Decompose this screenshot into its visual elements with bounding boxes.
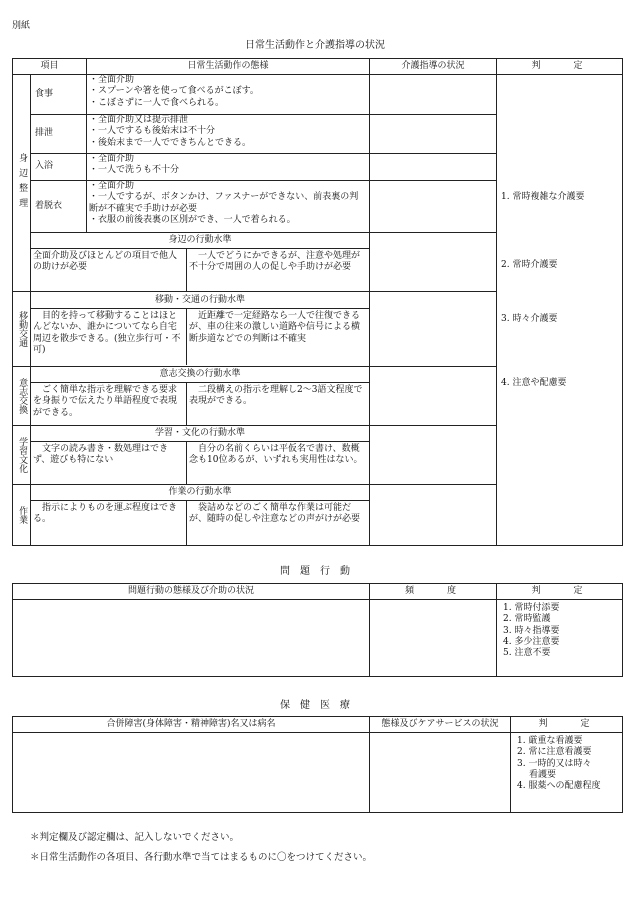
- problem-judgement-2: 2. 常時監護: [503, 614, 551, 625]
- problem-behavior-table: [12, 583, 623, 677]
- mobility-right: 近距離で一定経路なら一人で往復できるが、車の往来の激しい道路や信号による横断歩道などでの判断は不確実: [189, 311, 361, 344]
- problem-judgement-3: 3. 時々指導要: [503, 625, 560, 636]
- health-disease-cell: [13, 733, 370, 813]
- body-level-block: [31, 233, 370, 292]
- note-2: ＊日常生活動作の各項目、各行動水準で当てはまるものに〇をつけてください。: [30, 852, 373, 863]
- work-title: 作業の行動水準: [31, 485, 369, 501]
- bath-options: ・全面介助 ・一人で洗うも不十分: [87, 154, 370, 181]
- communication-block: [31, 367, 370, 426]
- learning-left: 文字の読み書き・数処理はできず、遊びも特にない: [31, 442, 187, 484]
- communication-left: ごく簡単な指示を理解できる要求を身振りで伝えたり単語程度で表現ができる。: [31, 383, 187, 425]
- body-level-left: 全面介助及びほとんどの項目で他人の助けが必要: [31, 249, 187, 291]
- mobility-left: 目的を持って移動することはほとんどないか、誰かについてなら自宅周辺を散歩できる。(独立歩行可・不可): [31, 309, 187, 365]
- health-judgement-2: 2. 常に注意看護要: [517, 747, 592, 758]
- body-level-title: 身辺の行動水準: [31, 233, 369, 249]
- toilet-options: ・全面介助又は提示排泄 ・一人でするも後始末は不十分 ・後始末まで一人でできちんとできる。: [87, 115, 370, 154]
- meal-options: ・全面介助 ・スプーンや箸を使って食べるがこぼす。 ・こぼさずに一人で食べられる。: [87, 75, 370, 115]
- work-right: 袋詰めなどのごく簡単な作業は可能だが、随時の促しや注意などの声がけが必要: [189, 503, 361, 525]
- problem-header-state: 問題行動の態様及び介助の状況: [13, 584, 370, 600]
- judgement-1: 1. 常時複雑な介護要: [501, 192, 585, 202]
- problem-judgement-4: 4. 多少注意要: [503, 636, 560, 647]
- body-care-label: 身辺整理: [13, 75, 31, 292]
- bath-label: 入浴: [31, 154, 87, 181]
- judgement-3: 3. 時々介護要: [501, 314, 558, 324]
- communication-guidance-cell: [370, 367, 497, 426]
- header-item: 項目: [13, 59, 87, 75]
- adl-table: [12, 58, 623, 546]
- learning-right: 自分の名前くらいは平仮名で書け、数概念も10位あるが、いずれも実用性はない。: [189, 444, 363, 466]
- problem-header-judgement: 判 定: [497, 584, 623, 600]
- mobility-label: 移動交通: [13, 292, 31, 367]
- dressing-label: 着脱衣: [31, 181, 87, 233]
- health-care-cell: [370, 733, 511, 813]
- health-judgement-3: 3. 一時的又は時々: [517, 758, 592, 769]
- header-judgement: 判 定: [497, 59, 623, 75]
- header-state: 日常生活動作の態様: [87, 59, 370, 75]
- mobility-title: 移動・交通の行動水準: [31, 292, 369, 309]
- learning-title: 学習・文化の行動水準: [31, 426, 369, 442]
- problem-behavior-title: 問 題 行 動: [280, 566, 350, 577]
- work-left: 指示によりものを運ぶ程度はできる。: [31, 501, 187, 545]
- problem-frequency-cell: [370, 600, 497, 677]
- health-judgement-cell: [511, 733, 623, 813]
- health-judgement-1: 1. 厳重な看護要: [517, 736, 583, 746]
- problem-header-frequency: 頻 度: [370, 584, 497, 600]
- adl-judgement-cell: [497, 75, 623, 546]
- annex-label: 別紙: [12, 21, 31, 31]
- judgement-4: 4. 注意や配慮要: [501, 378, 567, 388]
- bath-guidance-cell: [370, 154, 497, 181]
- problem-judgement-cell: [497, 600, 623, 677]
- communication-title: 意志交換の行動水準: [31, 367, 369, 383]
- judgement-2: 2. 常時介護要: [501, 260, 558, 270]
- communication-right: 二段構えの指示を理解し2～3語文程度で表現ができる。: [189, 385, 363, 407]
- problem-judgement-5: 5. 注意不要: [503, 648, 551, 658]
- problem-state-cell: [13, 600, 370, 677]
- toilet-guidance-cell: [370, 115, 497, 154]
- body-level-right: 一人でどうにかできるが、注意や処理が不十分で周囲の人の促しや手助けが必要: [189, 251, 361, 273]
- health-care-title: 保 健 医 療: [280, 700, 350, 711]
- work-block: [31, 485, 370, 546]
- meal-label: 食事: [31, 75, 87, 115]
- health-care-table: [12, 716, 623, 813]
- dressing-guidance-cell: [370, 181, 497, 233]
- health-header-judgement: 判 定: [511, 717, 623, 733]
- learning-guidance-cell: [370, 426, 497, 485]
- health-judgement-3-cont: 看護要: [529, 769, 557, 780]
- work-label: 作業: [13, 485, 31, 546]
- learning-block: [31, 426, 370, 485]
- toilet-label: 排泄: [31, 115, 87, 154]
- mobility-guidance-cell: [370, 292, 497, 367]
- learning-label: 学習文化: [13, 426, 31, 485]
- health-header-disease: 合併障害(身体障害・精神障害)名又は病名: [13, 717, 370, 733]
- meal-guidance-cell: [370, 75, 497, 115]
- note-1: ＊判定欄及び認定欄は、記入しないでください。: [30, 832, 240, 843]
- communication-label: 意志交換: [13, 367, 31, 426]
- page-title: 日常生活動作と介護指導の状況: [245, 40, 385, 51]
- health-judgement-4: 4. 服薬への配慮程度: [517, 781, 601, 791]
- health-header-care: 態様及びケアサービスの状況: [370, 717, 511, 733]
- body-level-guidance-cell: [370, 233, 497, 292]
- mobility-block: [31, 292, 370, 367]
- dressing-options: ・全面介助 ・一人でするが、ボタンかけ、ファスナーができない、前表裏の判断が不確実で手助けが必要 ・衣服の前後表裏の区別ができ、一人で着られる。: [87, 181, 370, 233]
- work-guidance-cell: [370, 485, 497, 546]
- problem-judgement-1: 1. 常時付添要: [503, 603, 560, 613]
- header-guidance: 介護指導の状況: [370, 59, 497, 75]
